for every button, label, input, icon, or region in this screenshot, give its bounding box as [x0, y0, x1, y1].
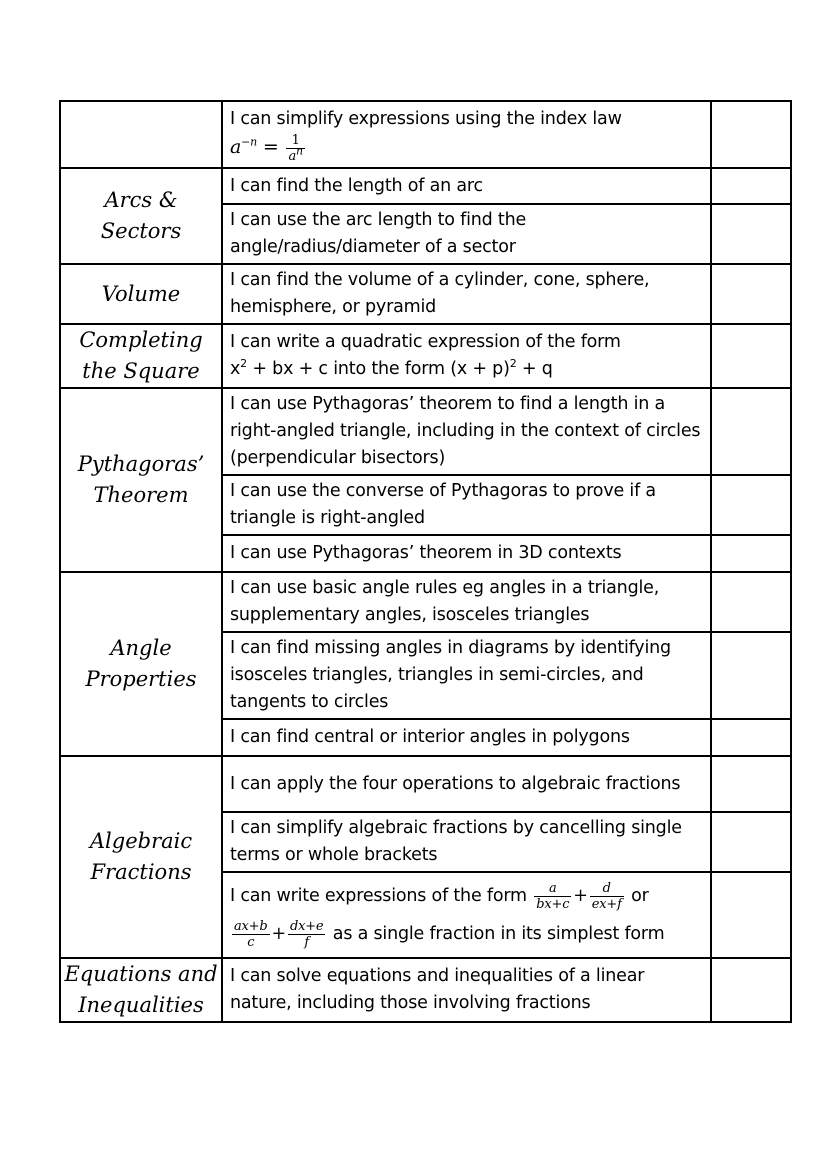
tick-box[interactable] [711, 872, 791, 958]
tick-box[interactable] [711, 204, 791, 264]
objective-single-fraction: I can write expressions of the form $\frac{a}{bx+c}$ + $\frac{d}{ex+f}$ or $\frac{ax+b}{c}$ + $\frac{dx+e}{f}$ as a single fraction in its simplest form [222, 872, 711, 958]
table-row [60, 264, 791, 324]
tick-box[interactable] [711, 324, 791, 388]
tick-box[interactable] [711, 572, 791, 632]
topic-algebraic-fractions: Algebraic Fractions [60, 756, 222, 958]
topic-equations-inequalities: Equations and Inequalities [60, 958, 222, 1022]
fraction-a-over-bxc: $\frac{a}{bx+c}$ [536, 880, 570, 912]
table-row [60, 324, 791, 388]
tick-box[interactable] [711, 632, 791, 719]
objective-simplify-fractions: I can simplify algebraic fractions by cancelling single terms or whole brackets [222, 812, 711, 872]
fraction-dxe-over-f: $\frac{dx+e}{f}$ [289, 918, 324, 950]
learning-checklist-table [59, 100, 792, 1023]
topic-angle-properties: Angle Properties [60, 572, 222, 756]
tick-box[interactable] [711, 958, 791, 1022]
table-row [60, 388, 791, 475]
objective-four-operations: I can apply the four operations to algebraic fractions [222, 756, 711, 812]
topic-completing-square: Completing the Square [60, 324, 222, 388]
tick-box[interactable] [711, 535, 791, 572]
table-row [60, 756, 791, 812]
topic-arcs-sectors: Arcs & Sectors [60, 168, 222, 264]
table-row [60, 958, 791, 1022]
tick-box[interactable] [711, 388, 791, 475]
index-law-fraction: $\frac{1}{a^n}$ [288, 132, 303, 164]
objective-linear-equations: I can solve equations and inequalities of a linear nature, including those involving fractions [222, 958, 711, 1022]
objective-pythagoras-length: I can use Pythagoras’ theorem to find a length in a right-angled triangle, including in the context of circles (perpendicular bisectors) [222, 388, 711, 475]
table-row [60, 168, 791, 204]
tick-box[interactable] [711, 101, 791, 168]
tick-box[interactable] [711, 264, 791, 324]
tick-box[interactable] [711, 756, 791, 812]
objective-pythagoras-converse: I can use the converse of Pythagoras to prove if a triangle is right-angled [222, 475, 711, 535]
objective-volume: I can find the volume of a cylinder, cone, sphere, hemisphere, or pyramid [222, 264, 711, 324]
tick-box[interactable] [711, 475, 791, 535]
fraction-axb-over-c: $\frac{ax+b}{c}$ [234, 918, 268, 950]
objective-missing-angles: I can find missing angles in diagrams by identifying isosceles triangles, triangles in semi-circles, and tangents to circles [222, 632, 711, 719]
topic-volume: Volume [60, 264, 222, 324]
topic-pythagoras: Pythagoras’ Theorem [60, 388, 222, 572]
objective-index-law: I can simplify expressions using the index law $a^{-n}$ = $\frac{1}{a^n}$ [222, 101, 711, 168]
tick-box[interactable] [711, 719, 791, 756]
objective-polygon-angles: I can find central or interior angles in polygons [222, 719, 711, 756]
objective-arc-angle-radius: I can use the arc length to find the angle/radius/diameter of a sector [222, 204, 711, 264]
table-row [60, 101, 791, 168]
tick-box[interactable] [711, 812, 791, 872]
index-law-formula: $a^{-n}$ = $\frac{1}{a^n}$ [230, 132, 303, 164]
objective-basic-angle-rules: I can use basic angle rules eg angles in a triangle, supplementary angles, isosceles triangles [222, 572, 711, 632]
topic-cell-empty [60, 101, 222, 168]
tick-box[interactable] [711, 168, 791, 204]
objective-completing-square: I can write a quadratic expression of the form $x^2$ + bx + c into the form $(x + p)^2 + q$ [222, 324, 711, 388]
objective-arc-length: I can find the length of an arc [222, 168, 711, 204]
objective-pythagoras-3d: I can use Pythagoras’ theorem in 3D contexts [222, 535, 711, 572]
table-row [60, 572, 791, 632]
fraction-d-over-exf: $\frac{d}{ex+f}$ [591, 880, 622, 912]
